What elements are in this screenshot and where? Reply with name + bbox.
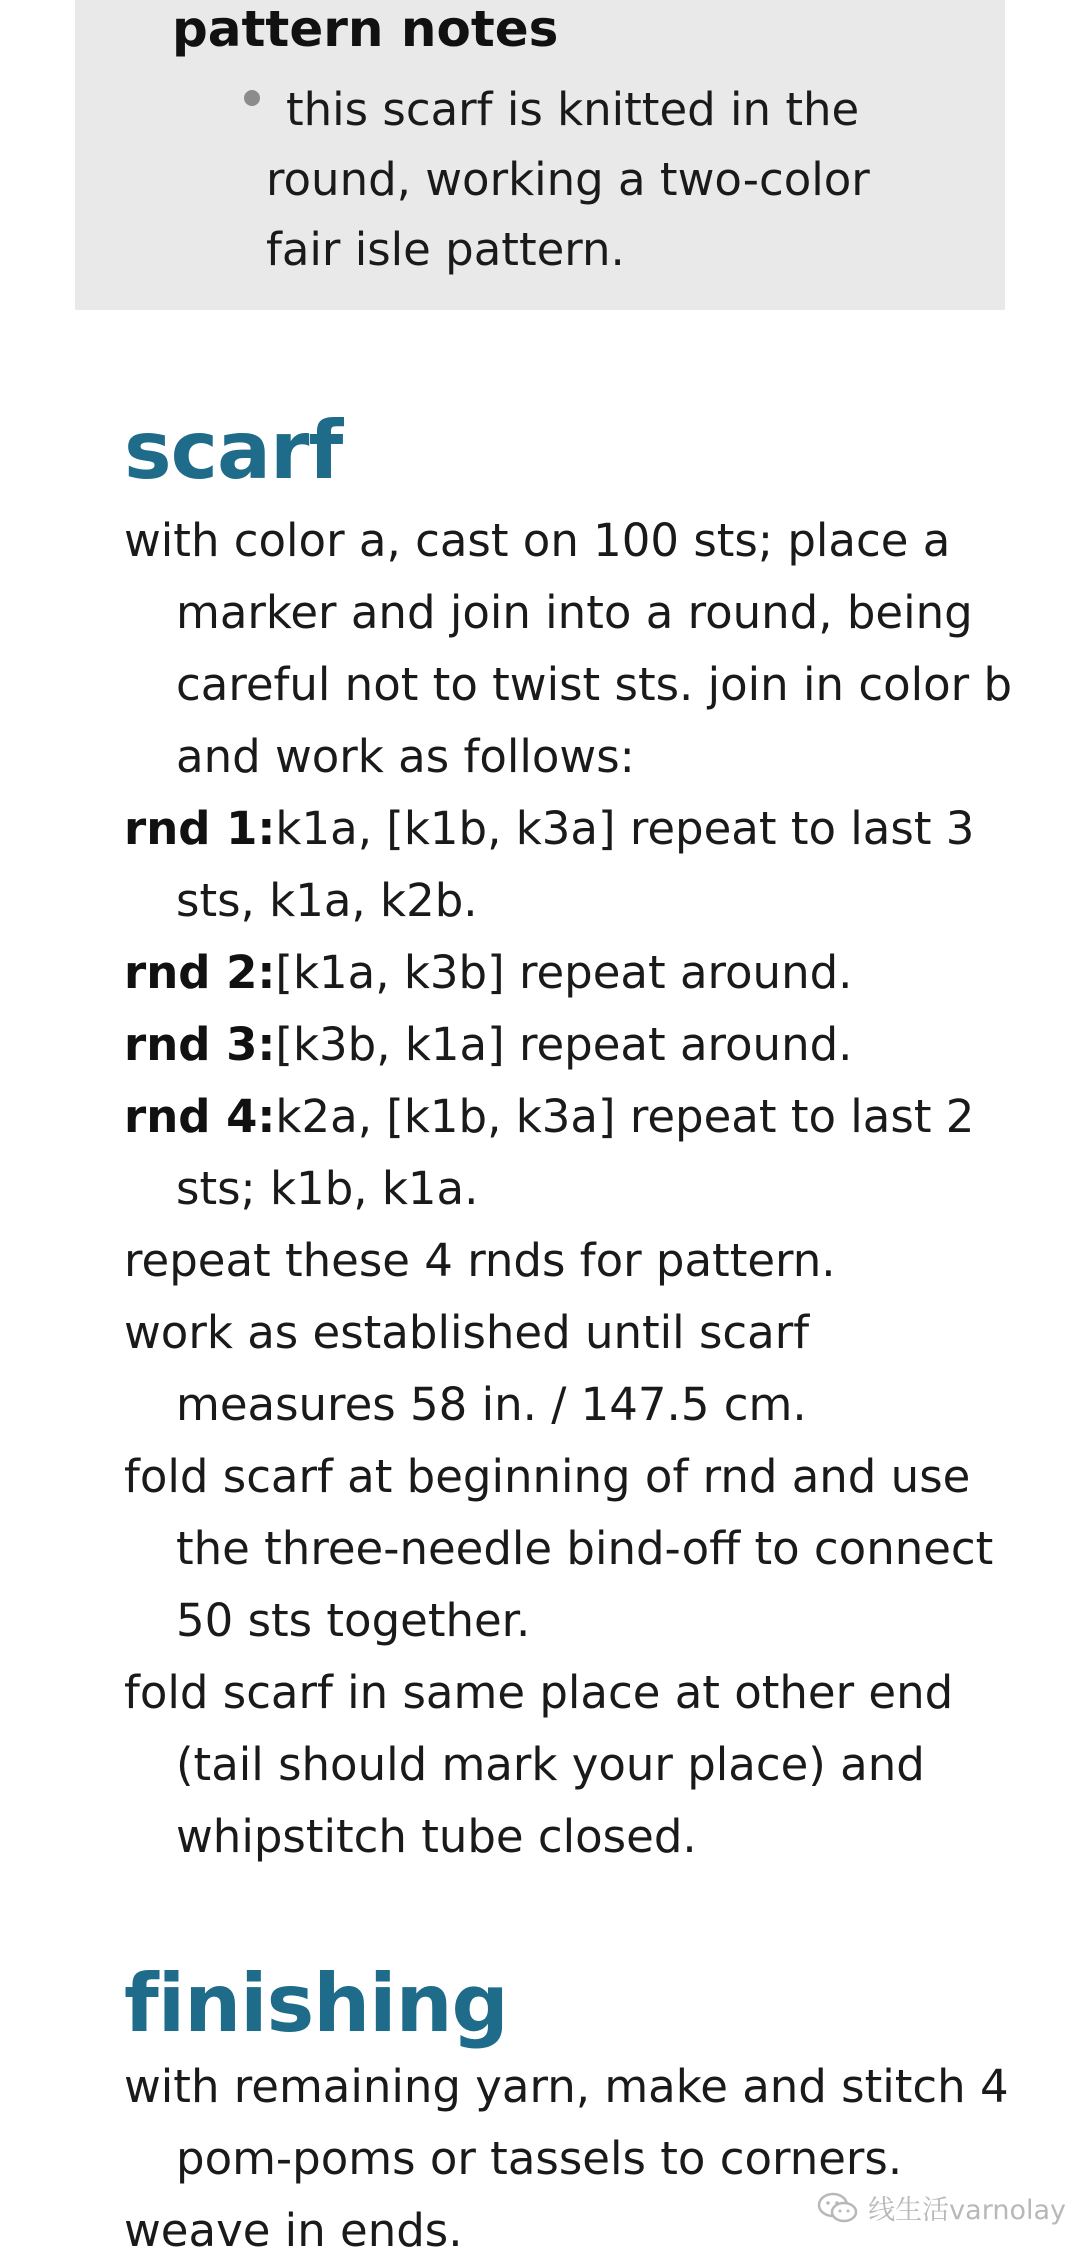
scarf-paragraph-bind-off — [124, 1441, 1016, 1657]
paragraph-text: fold scarf at beginning of rnd and use the three-needle bind-off to connect 50 sts together. — [124, 1450, 994, 1647]
round-label: rnd 3: — [124, 1018, 276, 1071]
scarf-paragraph-repeat — [124, 1225, 1016, 1297]
round-label: rnd 2: — [124, 946, 276, 999]
paragraph-text: k1a, [k1b, k3a] repeat to last 3 sts, k1a, k2b. — [176, 802, 975, 927]
scarf-paragraph-rnd-3 — [124, 1009, 1016, 1081]
scarf-paragraph-whipstitch — [124, 1657, 1016, 1873]
paragraph-text: k2a, [k1b, k3a] repeat to last 2 sts; k1b, k1a. — [176, 1090, 975, 1215]
watermark — [816, 2188, 1066, 2227]
scarf-paragraph-cast-on — [124, 505, 1016, 793]
scarf-paragraph-rnd-4 — [124, 1081, 1016, 1225]
round-label: rnd 1: — [124, 802, 276, 855]
paragraph-text: with remaining yarn, make and stitch 4 pom-poms or tassels to corners. — [124, 2060, 1009, 2185]
paragraph-text: with color a, cast on 100 sts; place a marker and join into a round, being careful not to twist sts. join in color b and work as follows: — [124, 514, 1013, 783]
scarf-paragraph-measure — [124, 1297, 1016, 1441]
scarf-paragraph-rnd-2 — [124, 937, 1016, 1009]
scarf-heading: scarf — [124, 404, 343, 497]
paragraph-text: work as established until scarf measures 58 in. / 147.5 cm. — [124, 1306, 810, 1431]
pattern-notes-title: pattern notes — [172, 0, 559, 58]
pattern-notes-bullet-text: this scarf is knitted in the round, working a two-color fair isle pattern. — [266, 83, 870, 276]
bullet-dot-icon — [244, 90, 260, 106]
paragraph-text: fold scarf in same place at other end (tail should mark your place) and whipstitch tube closed. — [124, 1666, 954, 1863]
scarf-paragraph-rnd-1 — [124, 793, 1016, 937]
wechat-icon — [816, 2191, 860, 2225]
paragraph-text: weave in ends. — [124, 2204, 463, 2257]
round-label: rnd 4: — [124, 1090, 276, 1143]
finishing-heading: finishing — [124, 1957, 508, 2050]
finishing-paragraph-pom-poms — [124, 2051, 1016, 2195]
paragraph-text: repeat these 4 rnds for pattern. — [124, 1234, 836, 1287]
paragraph-text: [k3b, k1a] repeat around. — [275, 1018, 853, 1071]
paragraph-text: [k1a, k3b] repeat around. — [275, 946, 853, 999]
watermark-text: 线生活varnolay — [868, 2195, 1066, 2226]
